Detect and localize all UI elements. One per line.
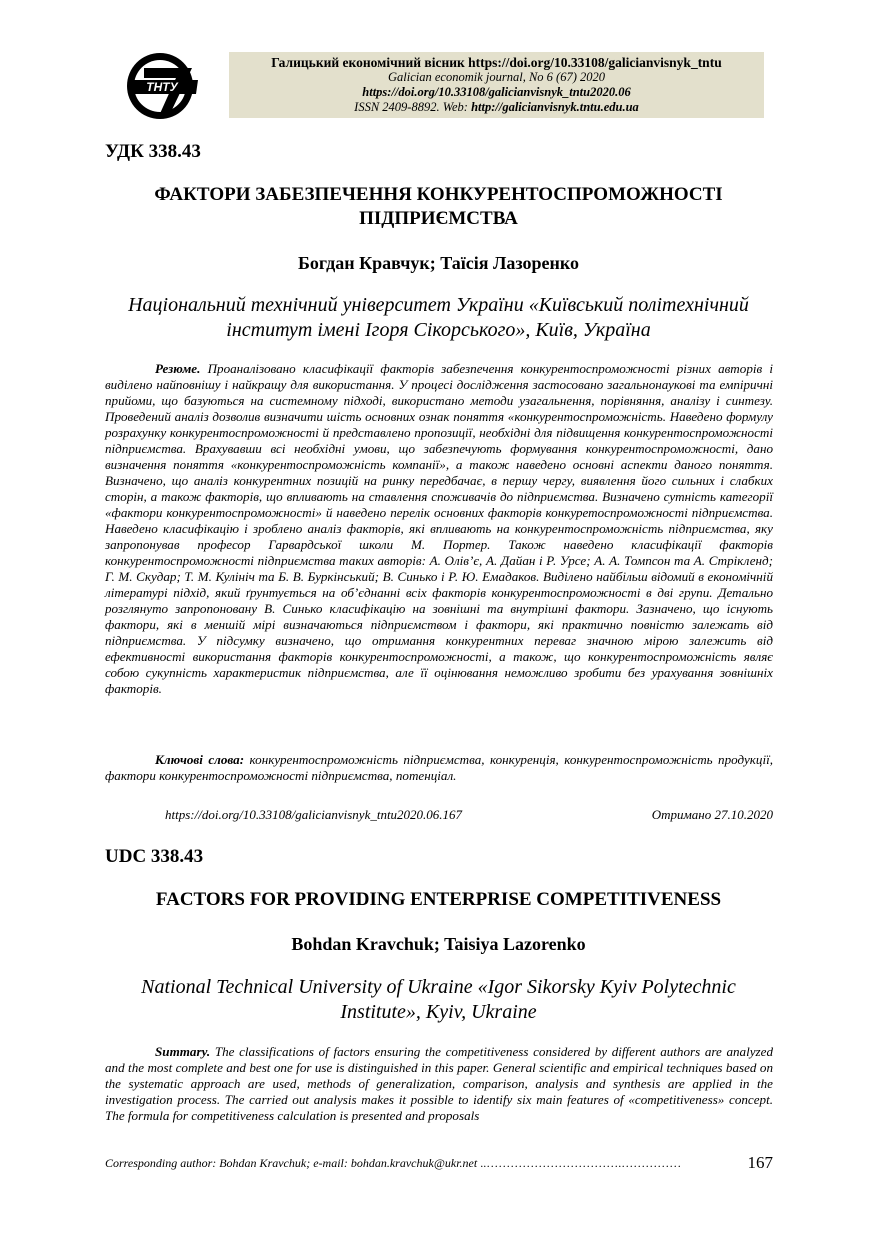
keywords-uk-text: конкурентоспроможність підприємства, конкуренція, конкурентоспроможність продукції, фактори конкурентоспроможності підприємства, потенціал. bbox=[105, 752, 774, 783]
summary-en-lead: Summary. bbox=[155, 1044, 211, 1059]
tntu-logo-icon bbox=[122, 50, 208, 122]
journal-issue: Galician economik journal, No 6 (67) 2020 bbox=[388, 70, 605, 84]
title-en: FACTORS FOR PROVIDING ENTERPRISE COMPETITIVENESS bbox=[155, 889, 722, 910]
summary-en-text: The classifications of factors ensuring the competitiveness considered by different authors are analyzed and the most complete and best one for use is distinguished in this paper. General scientific and empirical techniques based on the systematic approach are used, methods of generalization, comparison, analysis and synthesis are applied in the investigation process. The carried out analysis makes it possible to identify six main features of «competitiveness» concept. The formula for competitiveness calculation is presented and proposals bbox=[105, 1044, 773, 1123]
authors-en: Bohdan Kravchuk; Taisiya Lazorenko bbox=[291, 934, 586, 954]
logo-text: ТНТУ bbox=[146, 80, 178, 94]
title-uk bbox=[90, 183, 787, 231]
page-footer bbox=[105, 1156, 773, 1171]
affiliation-en-line1: National Technical University of Ukraine «Igor Sikorsky Kyiv Polytechnic bbox=[141, 976, 736, 998]
affiliation-uk bbox=[90, 293, 787, 343]
affiliation-en bbox=[90, 975, 787, 1025]
udc-uk: УДК 338.43 bbox=[105, 141, 201, 162]
title-uk-line1: ФАКТОРИ ЗАБЕЗПЕЧЕННЯ КОНКУРЕНТОСПРОМОЖНОСТІ bbox=[154, 184, 723, 205]
udc-en: UDC 338.43 bbox=[105, 846, 204, 867]
keywords-uk-lead: Ключові слова: bbox=[155, 752, 245, 767]
abstract-uk bbox=[105, 361, 773, 697]
journal-header-box bbox=[229, 52, 764, 118]
issn-text: ISSN 2409-8892. Web: bbox=[354, 100, 472, 114]
title-uk-line2: ПІДПРИЄМСТВА bbox=[359, 208, 518, 229]
doi-received-line bbox=[165, 807, 773, 823]
abstract-uk-text: Проаналізовано класифікації факторів забезпечення конкурентоспроможності різних авторів і виділено найповнішу і найкращу для використання. У процесі дослідження застосовано загальнонаукові та емпіричні прийоми, що базуються на системному підході, використано методи узагальнення, порівняння, аналізу і синтезу. Проведений аналіз дозволив визначити шість основних ознак поняття «конкурентоспроможність. Наведено формулу розрахунку конкурентоспроможності й представлено пропозиції, необхідні для підвищення конкурентоспроможності підприємства. Врахувавши всі необхідні умови, що забезпечують формування конкурентоспроможності, дано визначення поняття «конкурентоспроможність компанії», а також наведено основні аспекти даного поняття. Визначено, що аналіз конкурентних позицій на ринку передбачає, в першу чергу, виявлення його сильних і слабких сторін, а також факторів, що впливають на ставлення споживачів до підприємства. Визначено сутність категорії «фактори конкурентоспроможності» й наведено перелік основних факторів конкуретоспроможності підприємства. Наведено класифікацію і зроблено аналіз факторів, які впливають на конкурентоспроможність підприємства, яку запропонував професор Гарвардської школи М. Портер. Також наведено класифікації факторів конкурентоспроможності підприємства таких авторів: А. Олів’є, А. Дайан і Р. Урсе; А. А. Томпсон та А. Стрікленд; Г. М. Скудар; Т. М. Кулініч та Б. В. Буркінський; В. Синько і Р. Ю. Емадаков. Виділено найбільш відомий в економічній літературі підхід, який ґрунтується на об’єднанні всіх факторів конкурентоспроможності в дві групи. Детально розглянуто запропоновану В. Синько класифікацію на зовнішні та внутрішні фактори. Зазначено, що існують фактори, які в меншій мірі визначаються підприємством і фактори, які практично повністю залежать від підприємства. У підсумку визначено, що отримання конкурентних переваг значною мірою залежить від ефективності використання факторів конкурентоспроможності, а також, що конкурентоспроможність являє собою сукупність характеристик підприємства, але її оцінювання неможливо зробити без урахування зовнішніх факторів. bbox=[105, 361, 773, 696]
abstract-uk-lead: Резюме. bbox=[155, 361, 201, 376]
received-date: Отримано 27.10.2020 bbox=[651, 807, 773, 822]
journal-issue-doi: https://doi.org/10.33108/galicianvisnyk_tntu2020.06 bbox=[362, 85, 631, 99]
keywords-uk bbox=[105, 752, 773, 784]
journal-name: Галицький економічний вісник https://doi.org/10.33108/galicianvisnyk_tntu bbox=[271, 55, 722, 70]
corresponding-author: Corresponding author: Bohdan Kravchuk; e-mail: bohdan.kravchuk@ukr.net bbox=[105, 1156, 478, 1170]
journal-website-link[interactable]: http://galicianvisnyk.tntu.edu.ua bbox=[471, 100, 639, 114]
journal-issn bbox=[229, 100, 764, 115]
affiliation-uk-line1: Національний технічний університет України «Київський політехнічний bbox=[128, 294, 749, 316]
affiliation-en-line2: Institute», Kyiv, Ukraine bbox=[340, 1001, 537, 1023]
page-number: 167 bbox=[747, 1153, 773, 1172]
affiliation-uk-line2: інститут імені Ігоря Сікорського», Київ, Україна bbox=[226, 319, 651, 341]
article-doi-link[interactable]: https://doi.org/10.33108/galicianvisnyk_tntu2020.06.167 bbox=[165, 807, 463, 822]
journal-logo bbox=[122, 50, 208, 122]
summary-en bbox=[105, 1044, 773, 1124]
authors-uk: Богдан Кравчук; Таїсія Лазоренко bbox=[297, 253, 580, 273]
footer-dots: ..…………………………….…………… bbox=[477, 1156, 682, 1170]
